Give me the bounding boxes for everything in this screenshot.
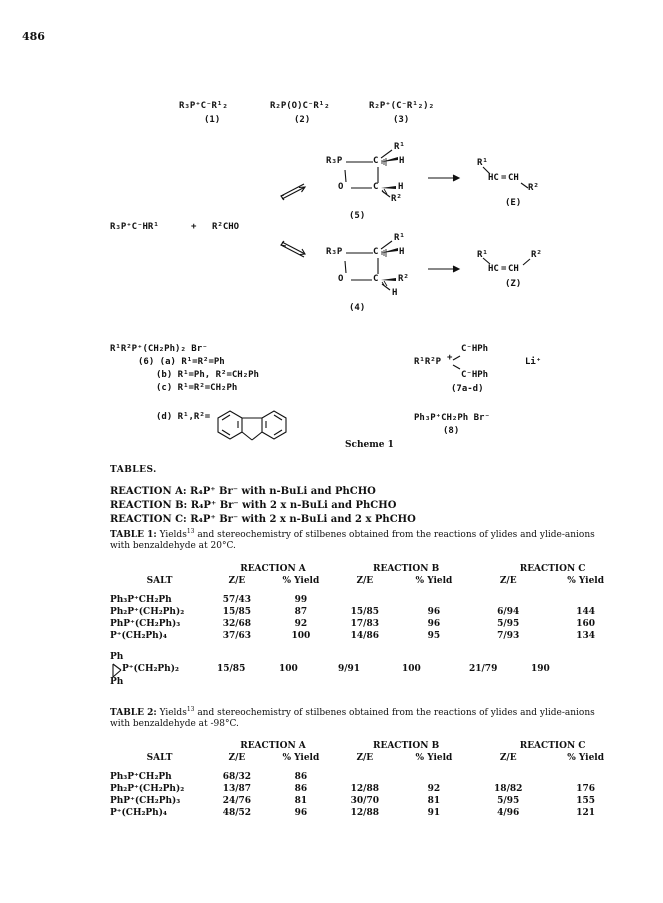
table-2-caption-line2: with benzaldehyde at -98°C. xyxy=(110,719,239,729)
value-cell: 24/76 xyxy=(222,796,252,807)
compound-3-formula: R₂P⁺(C⁻R¹₂)₂ xyxy=(369,101,435,111)
value-cell: 91 xyxy=(427,808,441,819)
table-1-label: TABLE 1: xyxy=(110,530,157,540)
compound-7-number: (7a-d) xyxy=(451,384,484,394)
prod-e-label: (E) xyxy=(505,198,522,208)
value-cell: 134 xyxy=(576,631,596,642)
table-1-ref: 13 xyxy=(186,528,195,535)
prod-e-r1: R¹ xyxy=(477,158,488,168)
value-cell xyxy=(475,771,541,783)
table-2-col-yield-a: % Yield xyxy=(282,753,320,764)
special-ze-c: 21/79 xyxy=(469,664,498,674)
table-2-caption-b: and stereochemistry of stilbenes obtained from the reactions of ylides and ylide-anions xyxy=(194,708,595,718)
table-1-caption-b: and stereochemistry of stilbenes obtained from the reactions of ylides and ylide-anions xyxy=(194,530,595,540)
fluorene-ring-drawing xyxy=(218,411,286,440)
value-cell: 6/94 xyxy=(497,606,520,617)
compound-7-top: C⁻HPh xyxy=(461,344,489,354)
oxa4-c-bottom: C xyxy=(373,274,379,284)
compound-2-number: (2) xyxy=(294,115,311,125)
reactant-ylide: R₃P⁺C⁻HR¹ xyxy=(110,222,159,232)
oxa4-c-top: C xyxy=(373,247,379,257)
value-cell: 81 xyxy=(427,796,441,807)
table-1-col-yield-b: % Yield xyxy=(415,576,453,587)
value-cell: 5/95 xyxy=(497,796,520,807)
compound-6-formula: R¹R²P⁺(CH₂Ph)₂ Br⁻ xyxy=(110,344,208,354)
scheme-caption: Scheme 1 xyxy=(345,440,394,450)
table-2-caption-a: Yields xyxy=(156,708,187,718)
table-row xyxy=(110,630,630,642)
prod-e-r2: R² xyxy=(528,183,539,193)
value-cell: 96 xyxy=(427,619,441,630)
prod-z-label: (Z) xyxy=(505,279,522,289)
table-2-label: TABLE 2: xyxy=(110,708,157,718)
compound-7-bottom: C⁻HPh xyxy=(461,370,489,380)
special-yield-a: 100 xyxy=(279,664,298,674)
reaction-b-definition: REACTION B: R₄P⁺ Br⁻ with 2 x n-BuLi and PhCHO xyxy=(110,500,397,511)
oxa4-r1: R¹ xyxy=(394,233,405,243)
value-cell: 68/32 xyxy=(222,771,252,782)
table-2-col-ze-a: Z/E xyxy=(228,753,246,764)
oxa4-p: R₃P xyxy=(326,247,343,257)
table-1 xyxy=(110,563,630,643)
value-cell: 4/96 xyxy=(497,808,520,819)
value-cell: 96 xyxy=(294,808,308,819)
compound-4-number: (4) xyxy=(349,303,366,313)
value-cell: 100 xyxy=(291,631,311,642)
value-cell: 13/87 xyxy=(222,783,252,794)
prod-e-hc: HC xyxy=(488,173,499,183)
compound-7-phosphorus: R¹R²P xyxy=(414,357,442,367)
table-1-col-ze-c: Z/E xyxy=(499,576,517,587)
oxa4-r2: R² xyxy=(398,274,409,284)
plus-sign: + xyxy=(191,222,197,232)
value-cell xyxy=(393,594,476,606)
oxa5-r1: R¹ xyxy=(394,142,405,152)
table-2-group-header-row xyxy=(110,740,630,752)
compound-6a: (6) (a) R¹=R²=Ph xyxy=(138,357,225,367)
value-cell: 15/85 xyxy=(350,606,379,617)
table-row xyxy=(110,795,630,807)
special-salt-ph-bottom: Ph xyxy=(110,677,124,687)
table-1-column-header-row xyxy=(110,575,630,587)
reactant-aldehyde: R²CHO xyxy=(212,222,240,232)
special-yield-c: 190 xyxy=(531,664,550,674)
table-1-caption-a: Yields xyxy=(156,530,187,540)
salt-cell: Ph₂P⁺(CH₂Ph)₂ xyxy=(110,606,185,617)
value-cell: 48/52 xyxy=(222,808,252,819)
value-cell: 12/88 xyxy=(350,783,379,794)
oxa5-r2: R² xyxy=(391,194,402,204)
tables-heading: TABLES. xyxy=(110,465,157,475)
prod-z-eq: = xyxy=(501,264,507,274)
compound-6d: (d) R¹,R²= xyxy=(156,412,211,422)
compound-8-number: (8) xyxy=(443,426,460,436)
salt-cell: PhP⁺(CH₂Ph)₃ xyxy=(110,796,181,807)
value-cell xyxy=(393,771,476,783)
table-1-caption xyxy=(110,528,595,540)
prod-z-ch: CH xyxy=(508,264,519,274)
oxa4-o: O xyxy=(338,274,344,284)
compound-1-formula: R₃P⁺C⁻R¹₂ xyxy=(179,101,228,111)
compound-7-lithium: Li⁺ xyxy=(525,357,542,367)
value-cell: 96 xyxy=(427,606,441,617)
value-cell: 86 xyxy=(294,783,308,794)
salt-cell: P⁺(CH₂Ph)₄ xyxy=(110,808,167,819)
special-ze-b: 9/91 xyxy=(338,664,361,674)
table-1-col-yield-c: % Yield xyxy=(567,576,605,587)
table-1-col-ze-a: Z/E xyxy=(228,576,246,587)
table-2 xyxy=(110,740,630,820)
table-1-col-yield-a: % Yield xyxy=(282,576,320,587)
compound-1-number: (1) xyxy=(204,115,221,125)
table-1-group-c: REACTION C xyxy=(519,564,586,574)
value-cell: 14/86 xyxy=(350,631,379,642)
table-row xyxy=(110,594,630,606)
value-cell: 121 xyxy=(576,808,596,819)
compound-6b: (b) R¹=Ph, R²=CH₂Ph xyxy=(156,370,259,380)
salt-cell: Ph₂P⁺(CH₂Ph)₂ xyxy=(110,783,185,794)
reaction-a-definition: REACTION A: R₄P⁺ Br⁻ with n-BuLi and PhCHO xyxy=(110,486,376,497)
special-salt-ph-top: Ph xyxy=(110,652,124,662)
value-cell: 86 xyxy=(294,771,308,782)
value-cell xyxy=(541,594,630,606)
value-cell: 30/70 xyxy=(350,796,379,807)
table-2-col-ze-c: Z/E xyxy=(499,753,517,764)
salt-cell: PhP⁺(CH₂Ph)₃ xyxy=(110,619,181,630)
page-number: 486 xyxy=(22,30,45,43)
special-yield-b: 100 xyxy=(402,664,421,674)
prod-e-eq: = xyxy=(501,173,507,183)
table-1-group-header-row xyxy=(110,563,630,575)
oxa5-h1: H xyxy=(399,156,405,166)
table-1-col-salt: SALT xyxy=(146,576,173,587)
value-cell: 15/85 xyxy=(222,606,252,617)
value-cell: 57/43 xyxy=(222,594,252,605)
table-2-column-header-row xyxy=(110,752,630,764)
value-cell: 81 xyxy=(294,796,308,807)
value-cell: 12/88 xyxy=(350,808,379,819)
prod-z-r2: R² xyxy=(531,250,542,260)
compound-8-formula: Ph₃P⁺CH₂Ph Br⁻ xyxy=(414,413,490,423)
prod-z-hc: HC xyxy=(488,264,499,274)
oxa5-c-top: C xyxy=(373,156,379,166)
value-cell xyxy=(337,594,393,606)
table-row xyxy=(110,618,630,630)
value-cell xyxy=(541,771,630,783)
compound-7-plus: + xyxy=(447,353,453,363)
table-2-col-yield-c: % Yield xyxy=(567,753,605,764)
value-cell: 95 xyxy=(427,631,441,642)
table-row xyxy=(110,606,630,618)
value-cell xyxy=(337,771,393,783)
value-cell: 144 xyxy=(576,606,596,617)
special-ze-a: 15/85 xyxy=(217,664,246,674)
value-cell: 17/83 xyxy=(350,619,379,630)
special-salt-formula: P⁺(CH₂Ph)₂ xyxy=(122,664,179,674)
table-2-group-c: REACTION C xyxy=(519,741,586,751)
value-cell: 160 xyxy=(576,619,596,630)
table-row xyxy=(110,807,630,819)
table-2-group-a: REACTION A xyxy=(240,741,306,751)
value-cell: 92 xyxy=(294,619,308,630)
table-row xyxy=(110,771,630,783)
oxa4-h2: H xyxy=(392,288,398,298)
prod-e-ch: CH xyxy=(508,173,519,183)
table-2-group-b: REACTION B xyxy=(372,741,440,751)
value-cell: 37/63 xyxy=(222,631,252,642)
oxa5-c-bottom: C xyxy=(373,182,379,192)
compound-6c: (c) R¹=R²=CH₂Ph xyxy=(156,383,238,393)
table-1-group-b: REACTION B xyxy=(372,564,440,574)
value-cell: 155 xyxy=(576,796,596,807)
value-cell: 7/93 xyxy=(497,631,520,642)
salt-cell: Ph₃P⁺CH₂Ph xyxy=(110,594,172,605)
prod-z-r1: R¹ xyxy=(477,250,488,260)
table-2-col-yield-b: % Yield xyxy=(415,753,453,764)
value-cell: 5/95 xyxy=(497,619,520,630)
oxa5-o: O xyxy=(338,182,344,192)
table-2-col-ze-b: Z/E xyxy=(356,753,374,764)
value-cell: 99 xyxy=(294,594,308,605)
value-cell: 32/68 xyxy=(222,619,252,630)
oxa5-h2: H xyxy=(398,182,404,192)
value-cell: 87 xyxy=(294,606,308,617)
table-2-ref: 13 xyxy=(186,706,195,713)
table-1-col-ze-b: Z/E xyxy=(356,576,374,587)
compound-2-formula: R₂P(O)C⁻R¹₂ xyxy=(270,101,330,111)
table-row xyxy=(110,783,630,795)
value-cell: 92 xyxy=(427,783,441,794)
compound-5-number: (5) xyxy=(349,211,366,221)
salt-cell: Ph₃P⁺CH₂Ph xyxy=(110,771,172,782)
oxa5-p: R₃P xyxy=(326,156,343,166)
table-2-caption xyxy=(110,706,595,718)
table-1-group-a: REACTION A xyxy=(240,564,306,574)
table-2-col-salt: SALT xyxy=(146,753,173,764)
oxa4-h1: H xyxy=(399,247,405,257)
reaction-c-definition: REACTION C: R₄P⁺ Br⁻ with 2 x n-BuLi and 2 x PhCHO xyxy=(110,514,416,525)
value-cell xyxy=(475,594,541,606)
table-1-caption-line2: with benzaldehyde at 20°C. xyxy=(110,541,236,551)
value-cell: 18/82 xyxy=(494,783,523,794)
compound-3-number: (3) xyxy=(393,115,410,125)
salt-cell: P⁺(CH₂Ph)₄ xyxy=(110,631,167,642)
value-cell: 176 xyxy=(576,783,596,794)
